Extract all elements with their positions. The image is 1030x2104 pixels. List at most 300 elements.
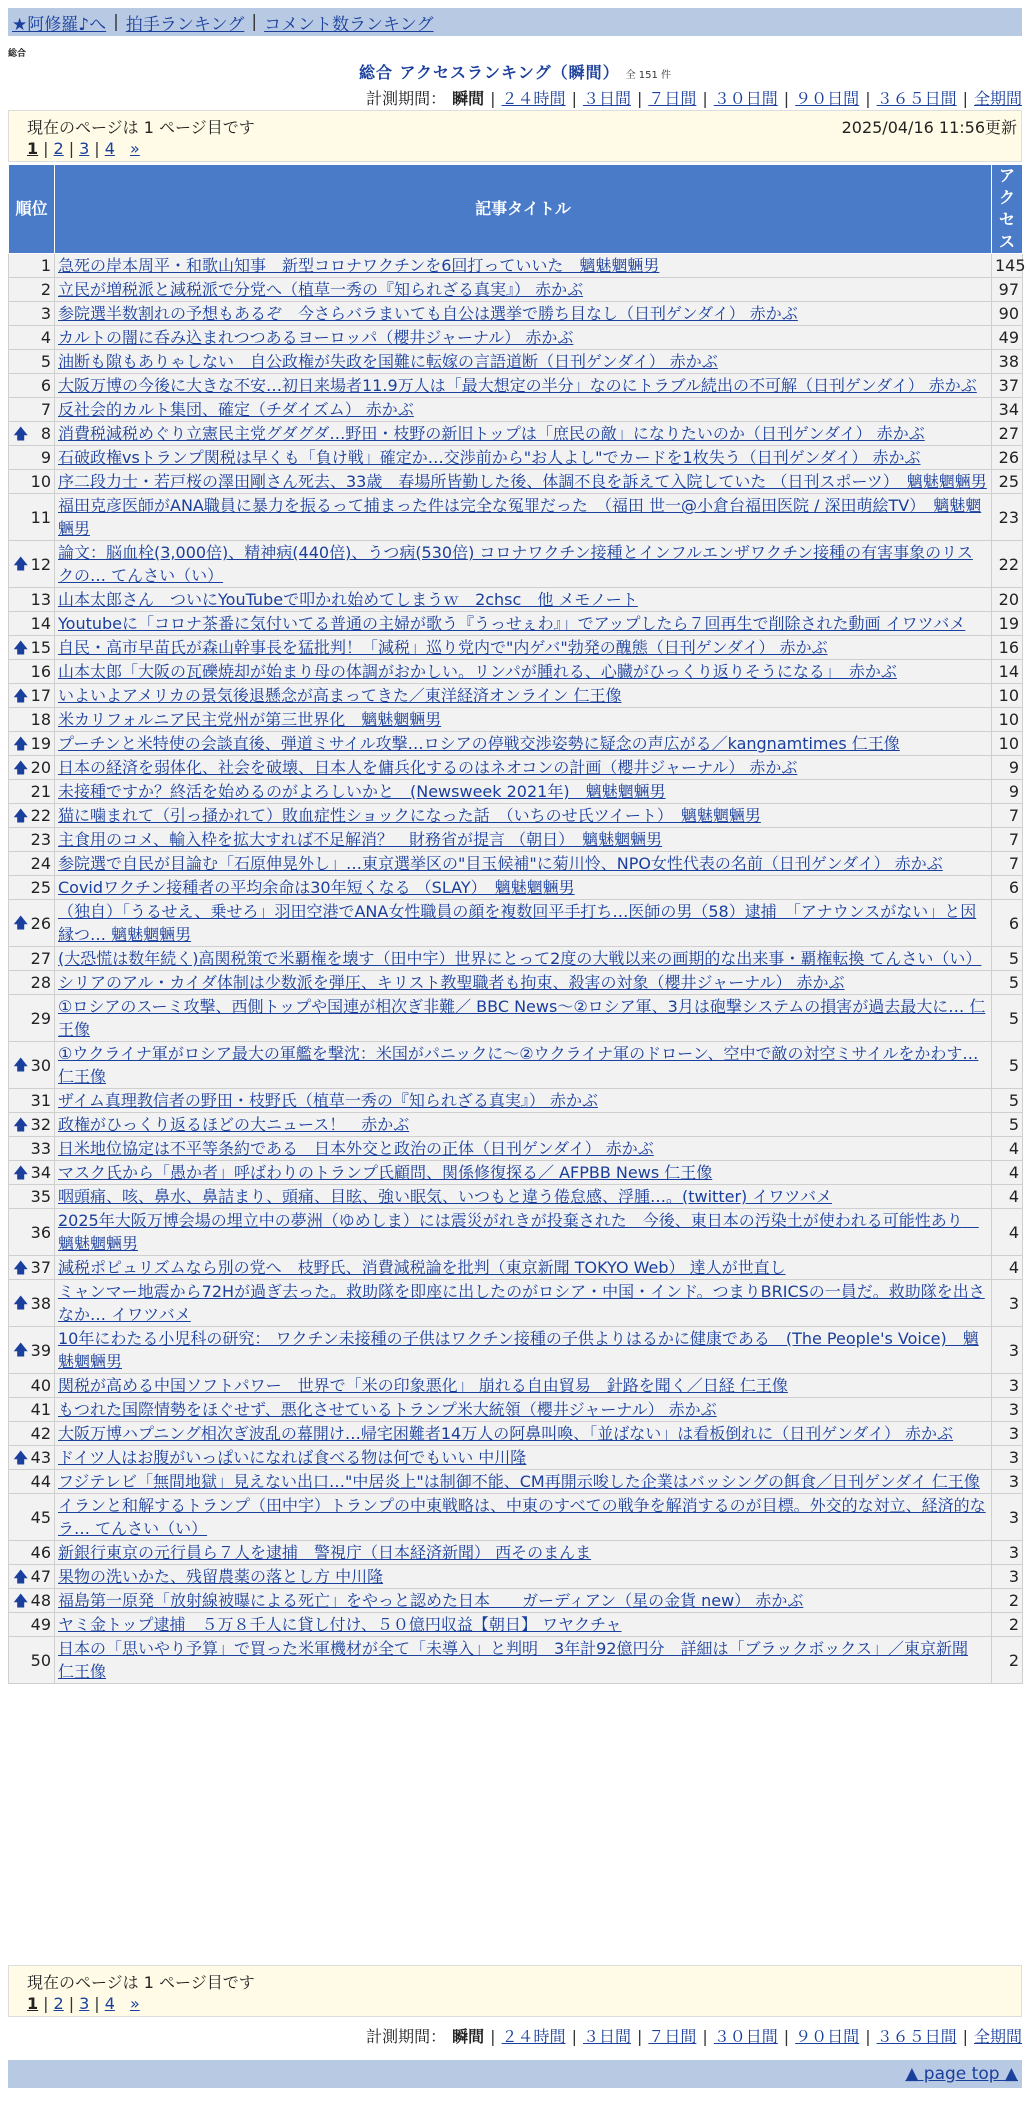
access-count: 4 (992, 1209, 1023, 1256)
article-title-link[interactable]: 立民が増税派と減税派で分党へ（植草一秀の『知られざる真実』） 赤かぶ (58, 280, 584, 299)
table-row (9, 1185, 1023, 1209)
period-90d-link[interactable]: ９０日間 (795, 89, 860, 108)
access-count: 5 (992, 995, 1023, 1042)
title-cell (55, 684, 992, 708)
table-row (9, 541, 1023, 588)
access-count: 3 (992, 1494, 1023, 1541)
table-row (9, 995, 1023, 1042)
rank-cell (9, 588, 55, 612)
rank-number: 45 (30, 1507, 51, 1527)
table-row (9, 756, 1023, 780)
title-cell (55, 1280, 992, 1327)
clap-ranking-link[interactable]: 拍手ランキング (125, 14, 245, 35)
rank-number: 32 (30, 1115, 51, 1134)
rank-cell (9, 708, 55, 732)
period-365d-link[interactable]: ３６５日間 (876, 89, 957, 108)
access-count: 3 (992, 1565, 1023, 1589)
article-title-link[interactable]: 油断も隙もありゃしない 自公政権が失政を国難に転嫁の言語道断（日刊ゲンダイ） 赤かぶ (58, 352, 718, 371)
access-count: 38 (992, 350, 1023, 374)
rank-cell (9, 254, 55, 278)
rank-number: 50 (30, 1650, 51, 1670)
access-count: 7 (992, 804, 1023, 828)
period-label: 計測期間： (366, 89, 447, 108)
article-title-link[interactable]: 福島第一原発「放射線被曝による死亡」をやっと認めた日本 ガーディアン（星の金貨 new） 赤かぶ (58, 1591, 804, 1610)
page-title-text: 総合 アクセスランキング（瞬間） (358, 63, 620, 82)
article-title-link[interactable]: 参院選半数割れの予想もあるぞ 今さらバラまいても自公は選挙で勝ち目なし（日刊ゲンダイ） 赤かぶ (58, 304, 798, 323)
rank-number: 3 (40, 304, 51, 323)
table-row (9, 254, 1023, 278)
bottom-bar (8, 2060, 1022, 2088)
period-7d-link[interactable]: ７日間 (648, 89, 697, 108)
article-title-link[interactable]: Youtubeに「コロナ茶番に気付いてる普通の主婦が歌う『うっせぇわ』」でアップしたら７回再生で削除された動画 イワツバメ (58, 614, 966, 633)
rank-number: 39 (30, 1340, 51, 1360)
table-row (9, 1161, 1023, 1185)
pager-next[interactable]: » (129, 139, 140, 158)
table-row (9, 1470, 1023, 1494)
rank-number: 23 (30, 830, 51, 849)
title-cell (55, 446, 992, 470)
access-count: 49 (992, 326, 1023, 350)
rank-number: 24 (30, 854, 51, 873)
table-row (9, 947, 1023, 971)
title-cell (55, 756, 992, 780)
title-cell (55, 732, 992, 756)
rank-cell (9, 422, 55, 446)
period-selector-bottom: 計測期間： 瞬間 | ２４時間 | ３日間 | ７日間 | ３０日間 | ９０日間 | ３６５日間 | 全期間 (366, 2027, 1022, 2046)
rank-number: 22 (30, 806, 51, 825)
title-cell (55, 780, 992, 804)
pager-current-page: 1 (27, 1994, 39, 2013)
title-cell (55, 1398, 992, 1422)
title-cell (55, 494, 992, 541)
rank-cell (9, 1446, 55, 1470)
period-365d-link[interactable]: ３６５日間 (876, 2027, 957, 2046)
pager-next[interactable]: » (129, 1994, 140, 2013)
rank-cell (9, 1374, 55, 1398)
table-row (9, 612, 1023, 636)
title-cell (55, 971, 992, 995)
title-cell (55, 278, 992, 302)
rank-up-arrow-icon: 🡅 (13, 686, 29, 704)
title-cell (55, 1494, 992, 1541)
access-count: 5 (992, 971, 1023, 995)
title-cell (55, 1565, 992, 1589)
rank-cell (9, 947, 55, 971)
rank-up-arrow-icon: 🡅 (13, 424, 29, 442)
period-30d-link[interactable]: ３０日間 (713, 2027, 778, 2046)
top-nav-bar (8, 8, 1022, 36)
table-row (9, 1446, 1023, 1470)
article-title-link[interactable]: Covidワクチン接種者の平均余命は30年短くなる （SLAY） 魑魅魍魎男 (58, 878, 575, 897)
page-top-link[interactable]: ▲ page top ▲ (905, 2064, 1018, 2084)
rank-up-arrow-icon: 🡅 (13, 734, 29, 752)
period-all-link[interactable]: 全期間 (973, 89, 1022, 108)
article-title-link[interactable]: （独自）「うるせえ、乗せろ」羽田空港でANA女性職員の顔を複数回平手打ち…医師の男（58）逮捕 「アナウンスがない」と因縁つ… 魑魅魍魎男 (58, 902, 977, 944)
rank-cell (9, 612, 55, 636)
current-page-text: 現在のページは 1 ページ目です (27, 118, 255, 137)
article-title-link[interactable]: 日本の「思いやり予算」で買った米軍機材が全て「未導入」と判明 3年計92億円分 詳細は「ブラックボックス」／東京新聞 仁王像 (58, 1639, 969, 1681)
title-cell (55, 254, 992, 278)
article-title-link[interactable]: 主食用のコメ、輸入枠を拡大すれば不足解消？ 財務省が提言 （朝日） 魑魅魍魎男 (58, 830, 663, 849)
title-cell (55, 422, 992, 446)
access-count: 3 (992, 1470, 1023, 1494)
rank-number: 11 (30, 507, 51, 527)
article-title-link[interactable]: プーチンと米特使の会談直後、弾道ミサイル攻撃…ロシアの停戦交渉姿勢に疑念の声広がる／kangnamtimes 仁王像 (58, 734, 900, 753)
rank-number: 37 (30, 1258, 51, 1277)
rank-cell (9, 1541, 55, 1565)
access-count: 10 (992, 732, 1023, 756)
pager-current-page: 1 (27, 139, 39, 158)
table-row (9, 1374, 1023, 1398)
rank-cell (9, 398, 55, 422)
title-cell (55, 995, 992, 1042)
rank-number: 18 (30, 710, 51, 729)
rank-cell (9, 732, 55, 756)
table-row (9, 1137, 1023, 1161)
access-count: 25 (992, 470, 1023, 494)
article-title-link[interactable]: 大阪万博ハプニング相次ぎ波乱の幕開け…帰宅困難者14万人の阿鼻叫喚、「並ばない」は看板倒れに（日刊ゲンダイ） 赤かぶ (58, 1424, 954, 1443)
rank-number: 19 (30, 734, 51, 753)
rank-number: 28 (30, 973, 51, 992)
home-link[interactable]: ★阿修羅♪へ (12, 14, 107, 35)
rank-up-arrow-icon: 🡅 (13, 1055, 29, 1074)
rank-up-arrow-icon: 🡅 (13, 638, 29, 656)
page-info-top (8, 110, 1022, 162)
ranking-table-body (9, 254, 1026, 1684)
rank-number: 42 (30, 1424, 51, 1443)
article-title-link[interactable]: 石破政権vsトランプ関税は早くも「負け戦」確定か…交渉前から"お人よし"でカードを1枚失う（日刊ゲンダイ） 赤かぶ (58, 448, 921, 467)
article-title-link[interactable]: もつれた国際情勢をほぐせず、悪化させているトランプ米大統領（櫻井ジャーナル） 赤かぶ (58, 1400, 717, 1419)
article-title-link[interactable]: 論文：脳血栓(3,000倍)、精神病(440倍)、うつ病(530倍) コロナワクチン接種とインフルエンザワクチン接種の有害事象のリスクの… てんさい（い） (58, 543, 973, 585)
rank-cell (9, 1280, 55, 1327)
table-row (9, 398, 1023, 422)
rank-number: 1 (40, 256, 51, 275)
access-count: 5 (992, 947, 1023, 971)
access-count: 145 (992, 254, 1023, 278)
table-row (9, 1637, 1023, 1684)
rank-cell (9, 1256, 55, 1280)
table-row (9, 1113, 1023, 1137)
article-title-link[interactable]: 福田克彦医師がANA職員に暴力を振るって捕まった件は完全な冤罪だった （福田 世一@小倉台福田医院 / 深田萌絵TV） 魑魅魍魎男 (58, 496, 982, 538)
access-count: 2 (992, 1613, 1023, 1637)
table-row (9, 1565, 1023, 1589)
table-row (9, 1327, 1023, 1374)
rank-up-arrow-icon: 🡅 (13, 1591, 29, 1609)
access-count: 4 (992, 1185, 1023, 1209)
rank-up-arrow-icon: 🡅 (13, 806, 29, 824)
table-row (9, 422, 1023, 446)
access-count: 2 (992, 1589, 1023, 1613)
rank-number: 46 (30, 1543, 51, 1562)
article-title-link[interactable]: 日米地位協定は不平等条約である 日本外交と政治の正体（日刊ゲンダイ） 赤かぶ (58, 1139, 654, 1158)
nav-separator: | (113, 12, 119, 32)
article-title-link[interactable]: 序二段力士・若戸桜の澤田剛さん死去、33歳 春場所皆勤した後、体調不良を訴えて入院していた （日刊スポーツ） 魑魅魍魎男 (58, 472, 987, 491)
rank-cell (9, 1089, 55, 1113)
access-count: 3 (992, 1541, 1023, 1565)
rank-cell (9, 470, 55, 494)
rank-cell (9, 1113, 55, 1137)
article-title-link[interactable]: 関税が高める中国ソフトパワー 世界で「米の印象悪化」 崩れる自由貿易 針路を聞く／日経 仁王像 (58, 1376, 788, 1395)
article-title-link[interactable]: フジテレビ「無間地獄」見えない出口…"中居炎上"は制御不能、CM再開示唆した企業はバッシングの餌食／日刊ゲンダイ 仁王像 (58, 1472, 980, 1491)
access-count: 9 (992, 780, 1023, 804)
title-cell (55, 1256, 992, 1280)
access-count: 7 (992, 852, 1023, 876)
article-title-link[interactable]: ミャンマー地震から72Hが過ぎ去った。救助隊を即座に出したのがロシア・中国・インド。つまりBRICSの一員だ。救助隊を出さなか… イワツバメ (58, 1282, 985, 1324)
article-title-link[interactable]: 自民・高市早苗氏が森山幹事長を猛批判！「減税」巡り党内で"内ゲバ"勃発の醜態（日刊ゲンダイ） 赤かぶ (58, 638, 828, 657)
period-7d-link[interactable]: ７日間 (648, 2027, 697, 2046)
access-count: 6 (992, 900, 1023, 947)
access-count: 4 (992, 1137, 1023, 1161)
title-cell (55, 541, 992, 588)
title-cell (55, 900, 992, 947)
rank-cell (9, 636, 55, 660)
pager-page-3[interactable]: 3 (79, 139, 90, 158)
page-title (0, 60, 1030, 83)
title-cell (55, 1209, 992, 1256)
article-title-link[interactable]: イランと和解するトランプ（田中宇）トランプの中東戦略は、中東のすべての戦争を解消するのが目標。外交的な対立、経済的なラ… てんさい（い） (58, 1496, 986, 1538)
table-row (9, 971, 1023, 995)
access-count: 3 (992, 1422, 1023, 1446)
article-title-link[interactable]: 日本の経済を弱体化、社会を破壊、日本人を傭兵化するのはネオコンの計画（櫻井ジャーナル） 赤かぶ (58, 758, 798, 777)
rank-cell (9, 541, 55, 588)
title-cell (55, 588, 992, 612)
rank-number: 12 (30, 554, 51, 574)
nav-separator: | (251, 12, 258, 32)
rank-number: 36 (30, 1222, 51, 1242)
rank-number: 48 (30, 1591, 51, 1610)
rank-up-arrow-icon: 🡅 (13, 1448, 29, 1466)
rank-number: 16 (30, 662, 51, 681)
access-count: 3 (992, 1374, 1023, 1398)
rank-number: 2 (40, 280, 51, 299)
article-title-link[interactable]: マスク氏から「愚か者」呼ばわりのトランプ氏顧問、関係修復探る／ AFPBB News 仁王像 (58, 1163, 713, 1182)
rank-cell (9, 1422, 55, 1446)
pager-page-4[interactable]: 4 (104, 1994, 115, 2013)
title-cell (55, 1137, 992, 1161)
table-row (9, 900, 1023, 947)
title-cell (55, 1637, 992, 1684)
title-cell (55, 398, 992, 422)
period-30d-link[interactable]: ３０日間 (713, 89, 778, 108)
rank-cell (9, 780, 55, 804)
title-cell (55, 1089, 992, 1113)
rank-number: 4 (40, 328, 51, 347)
article-title-link[interactable]: 咽頭痛、咳、鼻水、鼻詰まり、頭痛、目眩、強い眠気、いつもと違う倦怠感、浮腫…。(twitter) イワツバメ (58, 1187, 833, 1206)
table-row (9, 326, 1023, 350)
table-row (9, 374, 1023, 398)
article-title-link[interactable]: 未接種ですか？終活を始めるのがよろしいかと (Newsweek 2021年) 魑魅魍魎男 (58, 782, 666, 801)
article-title-link[interactable]: 山本太郎「大阪の瓦礫焼却が始まり母の体調がおかしい。リンパが腫れる、心臓がひっくり返りそうになる」 赤かぶ (58, 662, 897, 681)
title-cell (55, 302, 992, 326)
rank-cell (9, 995, 55, 1042)
rank-cell (9, 1613, 55, 1637)
article-title-link[interactable]: 米カリフォルニア民主党州が第三世界化 魑魅魍魎男 (58, 710, 442, 729)
article-title-link[interactable]: 猫に噛まれて（引っ掻かれて）敗血症性ショックになった話 （いちのせ氏ツイート） 魑魅魍魎男 (58, 806, 761, 825)
access-count: 5 (992, 1113, 1023, 1137)
period-3d-link[interactable]: ３日間 (582, 89, 631, 108)
article-title-link[interactable]: 10年にわたる小児科の研究： ワクチン未接種の子供はワクチン接種の子供よりはるかに健康である (The People's Voice) 魑魅魍魎男 (58, 1329, 979, 1371)
access-count: 9 (992, 756, 1023, 780)
rank-cell (9, 1137, 55, 1161)
rank-cell (9, 660, 55, 684)
table-row (9, 588, 1023, 612)
rank-cell (9, 350, 55, 374)
pager-page-2[interactable]: 2 (53, 1994, 64, 2013)
access-count: 3 (992, 1446, 1023, 1470)
access-count: 3 (992, 1398, 1023, 1422)
access-count: 7 (992, 828, 1023, 852)
rank-cell (9, 446, 55, 470)
title-cell (55, 636, 992, 660)
table-row (9, 494, 1023, 541)
article-title-link[interactable]: 果物の洗いかた、残留農薬の落とし方 中川隆 (58, 1567, 384, 1586)
rank-number: 27 (30, 949, 51, 968)
rank-up-arrow-icon: 🡅 (13, 1258, 29, 1276)
rank-cell (9, 494, 55, 541)
rank-cell (9, 326, 55, 350)
article-title-link[interactable]: 政権がひっくり返るほどの大ニュース！ 赤かぶ (58, 1115, 410, 1134)
rank-number: 33 (30, 1139, 51, 1158)
period-90d-link[interactable]: ９０日間 (795, 2027, 860, 2046)
access-count: 6 (992, 876, 1023, 900)
title-cell (55, 708, 992, 732)
rank-cell (9, 1209, 55, 1256)
article-title-link[interactable]: ザイム真理教信者の野田・枝野氏（植草一秀の『知られざる真実』） 赤かぶ (58, 1091, 598, 1110)
article-title-link[interactable]: 山本太郎さん ついにYouTubeで叩かれ始めてしまうｗ 2chsc 他 メモノート (58, 590, 638, 609)
access-count: 26 (992, 446, 1023, 470)
title-cell (55, 1470, 992, 1494)
rank-number: 25 (30, 878, 51, 897)
rank-cell (9, 1589, 55, 1613)
rank-number: 44 (30, 1472, 51, 1491)
title-cell (55, 1185, 992, 1209)
title-cell (55, 804, 992, 828)
rank-number: 21 (30, 782, 51, 801)
article-title-link[interactable]: 消費税減税めぐり立憲民主党グダグダ…野田・枝野の新旧トップは「庶民の敵」になりたいのか（日刊ゲンダイ） 赤かぶ (58, 424, 925, 443)
table-row (9, 1422, 1023, 1446)
comment-ranking-link[interactable]: コメント数ランキング (264, 14, 434, 35)
article-title-link[interactable]: 急死の岸本周平・和歌山知事 新型コロナワクチンを6回打っていいた 魑魅魍魎男 (58, 256, 660, 275)
rank-number: 5 (40, 352, 51, 371)
access-count: 90 (992, 302, 1023, 326)
rank-number: 47 (30, 1567, 51, 1586)
pager-page-2[interactable]: 2 (53, 139, 64, 158)
article-title-link[interactable]: 参院選で自民が目論む「石原伸晃外し」…東京選挙区の"目玉候補"に菊川怜、NPO女性代表の名前（日刊ゲンダイ） 赤かぶ (58, 854, 943, 873)
article-title-link[interactable]: 新銀行東京の元行員ら７人を逮捕 警視庁（日本経済新聞） 西そのまんま (58, 1543, 592, 1562)
article-title-link[interactable]: 大阪万博の今後に大きな不安…初日来場者11.9万人は「最大想定の半分」なのにトラブル続出の不可解（日刊ゲンダイ） 赤かぶ (58, 376, 977, 395)
period-3d-link[interactable]: ３日間 (582, 2027, 631, 2046)
rank-up-arrow-icon: 🡅 (13, 1567, 29, 1585)
title-cell (55, 612, 992, 636)
period-24h-link[interactable]: ２４時間 (501, 89, 566, 108)
access-count: 2 (992, 1637, 1023, 1684)
rank-number: 7 (40, 400, 51, 419)
rank-number: 49 (30, 1615, 51, 1634)
period-current: 瞬間 (452, 2027, 485, 2046)
title-cell (55, 1161, 992, 1185)
rank-number: 35 (30, 1187, 51, 1206)
article-title-link[interactable]: (大恐慌は数年続く)高関税策で米覇権を壊す（田中宇）世界にとって2度の大戦以来の画期的な出来事・覇権転換 てんさい（い） (58, 949, 982, 968)
table-row (9, 302, 1023, 326)
table-row (9, 708, 1023, 732)
table-row (9, 470, 1023, 494)
rank-number: 10 (30, 472, 51, 491)
rank-number: 13 (30, 590, 51, 609)
access-count: 5 (992, 1089, 1023, 1113)
title-cell (55, 660, 992, 684)
table-row (9, 1256, 1023, 1280)
access-count: 34 (992, 398, 1023, 422)
title-cell (55, 1042, 992, 1089)
article-title-link[interactable]: 反社会的カルト集団、確定（チダイズム） 赤かぶ (58, 400, 414, 419)
rank-up-arrow-icon: 🡅 (13, 913, 29, 932)
article-title-link[interactable]: ヤミ金トップ逮捕 ５万８千人に貸し付け、５０億円収益【朝日】 ワヤクチャ (58, 1615, 622, 1634)
table-row (9, 1613, 1023, 1637)
table-row (9, 732, 1023, 756)
table-row (9, 1398, 1023, 1422)
access-count: 23 (992, 494, 1023, 541)
article-title-link[interactable]: ①ウクライナ軍がロシア最大の軍艦を撃沈：米国がパニックに～②ウクライナ軍のドローン、空中で敵の対空ミサイルをかわす… 仁王像 (58, 1044, 979, 1086)
table-row (9, 852, 1023, 876)
period-selector-top: 計測期間： 瞬間 | ２４時間 | ３日間 | ７日間 | ３０日間 | ９０日間 | ３６５日間 | 全期間 (366, 89, 1022, 108)
rank-cell (9, 374, 55, 398)
access-count: 10 (992, 708, 1023, 732)
table-row (9, 1494, 1023, 1541)
access-count: 20 (992, 588, 1023, 612)
pager-page-3[interactable]: 3 (79, 1994, 90, 2013)
access-count: 4 (992, 1161, 1023, 1185)
access-count: 19 (992, 612, 1023, 636)
rank-number: 8 (40, 424, 51, 443)
total-count: 全 151 件 (625, 70, 672, 81)
header-rank: 順位 (9, 165, 55, 254)
rank-cell (9, 900, 55, 947)
period-all-link[interactable]: 全期間 (973, 2027, 1022, 2046)
header-count: アクセス (992, 165, 1023, 254)
current-page-text-bottom: 現在のページは 1 ページ目です (27, 1973, 255, 1992)
access-count: 37 (992, 374, 1023, 398)
access-count: 10 (992, 684, 1023, 708)
table-row (9, 660, 1023, 684)
rank-cell (9, 876, 55, 900)
article-title-link[interactable]: ドイツ人はお腹がいっぱいになれば食べる物は何でもいい 中川隆 (58, 1448, 527, 1467)
rank-up-arrow-icon: 🡅 (13, 554, 29, 573)
title-cell (55, 1446, 992, 1470)
article-title-link[interactable]: いよいよアメリカの景気後退懸念が高まってきた／東洋経済オンライン 仁王像 (58, 686, 622, 705)
rank-cell (9, 684, 55, 708)
article-title-link[interactable]: カルトの闇に呑み込まれつつあるヨーロッパ（櫻井ジャーナル） 赤かぶ (58, 328, 574, 347)
title-cell (55, 326, 992, 350)
title-cell (55, 374, 992, 398)
article-title-link[interactable]: 減税ポピュリズムなら別の党へ 枝野氏、消費減税論を批判（東京新聞 TOKYO Web） 達人が世直し (58, 1258, 786, 1277)
rank-cell (9, 804, 55, 828)
rank-cell (9, 852, 55, 876)
period-24h-link[interactable]: ２４時間 (501, 2027, 566, 2046)
rank-number: 15 (30, 638, 51, 657)
rank-number: 26 (30, 913, 51, 933)
access-count: 97 (992, 278, 1023, 302)
article-title-link[interactable]: 2025年大阪万博会場の埋立中の夢洲（ゆめしま）には震災がれきが投棄された 今後、東日本の汚染土が使われる可能性あり 魑魅魍魎男 (58, 1211, 979, 1253)
article-title-link[interactable]: シリアのアル・カイダ体制は少数派を弾圧、キリスト教聖職者も拘束、殺害の対象（櫻井ジャーナル） 赤かぶ (58, 973, 845, 992)
rank-number: 34 (30, 1163, 51, 1182)
access-count: 3 (992, 1280, 1023, 1327)
pager-page-4[interactable]: 4 (104, 139, 115, 158)
title-cell (55, 350, 992, 374)
title-cell (55, 828, 992, 852)
page-info-bottom (8, 1965, 1022, 2017)
table-row (9, 780, 1023, 804)
article-title-link[interactable]: ①ロシアのスーミ攻撃、西側トップや国連が相次ぎ非難／ BBC News～②ロシア軍、3月は砲撃システムの損害が過去最大に… 仁王像 (58, 997, 986, 1039)
